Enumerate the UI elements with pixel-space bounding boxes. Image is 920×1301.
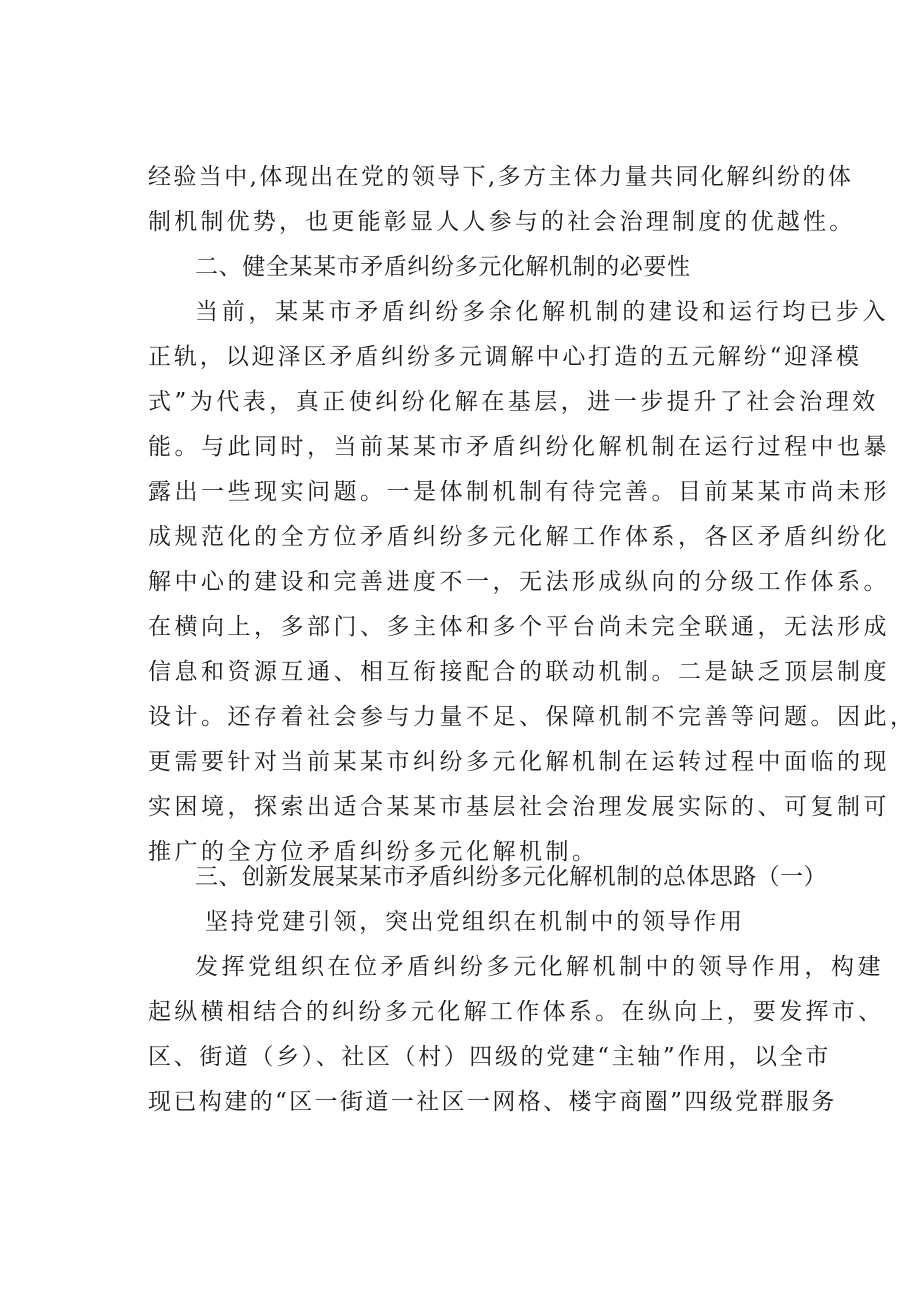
body-text-line: 区、街道（乡）、社区（村）四级的党建“主轴”作用，以全市 xyxy=(148,1044,831,1070)
body-text-line: 更需要针对当前某某市纠纷多元化解机制在运转过程中面临的现 xyxy=(148,749,890,775)
body-text-line: 解中心的建设和完善进度不一，无法形成纵向的分级工作体系。 xyxy=(148,569,890,595)
body-text-line: 实困境，探索出适合某某市基层社会治理发展实际的、可复制可 xyxy=(148,794,890,820)
subsection-heading: 坚持党建引领，突出党组织在机制中的领导作用 xyxy=(205,909,745,935)
body-text-line: 制机制优势，也更能彰显人人参与的社会治理制度的优越性。 xyxy=(148,209,856,235)
body-text-line: 信息和资源互通、相互衔接配合的联动机制。二是缺乏顶层制度 xyxy=(148,659,890,685)
body-text-line: 在横向上，多部门、多主体和多个平台尚未完全联通，无法形成 xyxy=(148,614,890,640)
body-text-line: 发挥党组织在位矛盾纠纷多元化解机制中的领导作用，构建 xyxy=(195,954,884,980)
body-text-line: 现已构建的“区一街道一社区一网格、楼宇商圈”四级党群服务 xyxy=(148,1089,837,1115)
body-text-line: 起纵横相结合的纠纷多元化解工作体系。在纵向上，要发挥市、 xyxy=(148,999,885,1025)
body-text-line: 设计。还存着社会参与力量不足、保障机制不完善等问题。因此， xyxy=(148,704,917,730)
body-text-line: 当前，某某市矛盾纠纷多余化解机制的建设和运行均已步入 xyxy=(195,299,890,325)
body-text-line: 露出一些现实问题。一是体制机制有待完善。目前某某市尚未形 xyxy=(148,479,890,505)
body-text-line: 推广的全方位矛盾纠纷多元化解机制。 xyxy=(148,839,599,865)
body-text-line: 经验当中,体现出在党的领导下,多方主体力量共同化解纠纷的体 xyxy=(148,164,854,190)
section-heading: 二、健全某某市矛盾纠纷多元化解机制的必要性 xyxy=(195,254,691,280)
body-text-line: 成规范化的全方位矛盾纠纷多元化解工作体系，各区矛盾纠纷化 xyxy=(148,524,890,550)
body-text-line: 能。与此同时，当前某某市矛盾纠纷化解机制在运行过程中也暴 xyxy=(148,434,890,460)
body-text-line: 正轨，以迎泽区矛盾纠纷多元调解中心打造的五元解纷“迎泽模 xyxy=(148,344,862,370)
section-heading: 三、创新发展某某市矛盾纠纷多元化解机制的总体思路（一） xyxy=(195,864,827,890)
body-text-line: 式”为代表，真正使纠纷化解在基层，进一步提升了社会治理效 xyxy=(148,389,879,415)
